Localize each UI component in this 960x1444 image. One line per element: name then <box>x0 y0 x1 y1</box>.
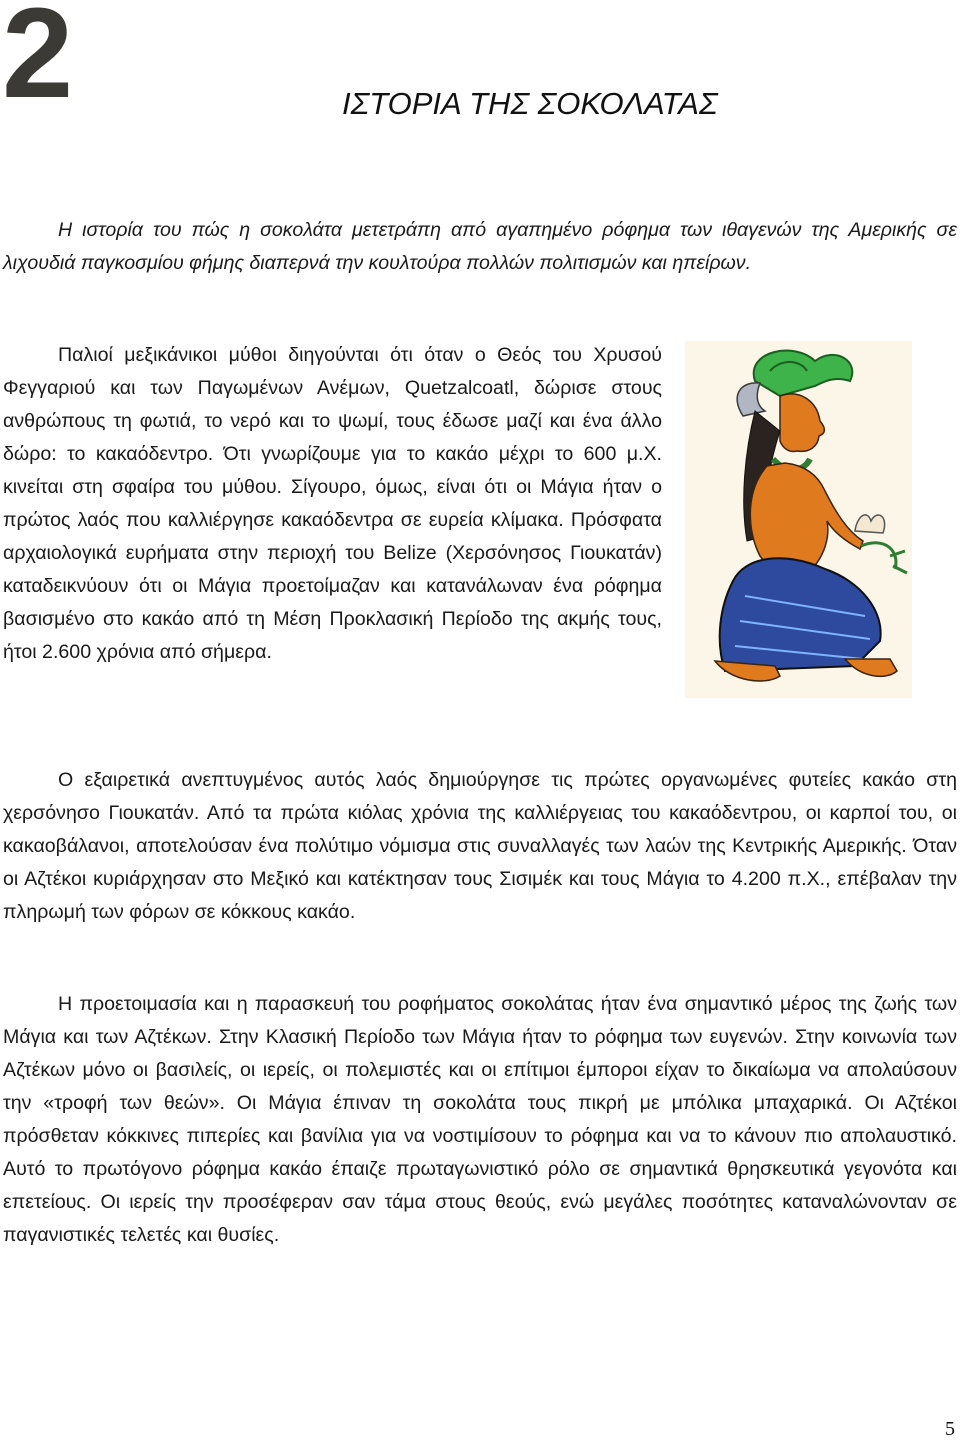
intro-text: Η ιστορία του πώς η σοκολάτα μετετράπη από αγαπημένο ρόφημα των ιθαγενών της Αμερικής σε λιχουδιά παγκοσμίου φήμης διαπερνά την κουλτούρα πολλών πολιτισμών και ηπείρων. <box>3 219 957 274</box>
paragraph-aztec <box>3 988 957 1252</box>
page-title: ΙΣΤΟΡΙΑ ΤΗΣ ΣΟΚΟΛΑΤΑΣ <box>342 85 718 121</box>
page-number: 5 <box>945 1418 955 1440</box>
maya-woman-illustration <box>685 341 912 698</box>
paragraph-text: Παλιοί μεξικάνικοι μύθοι διηγούνται ότι όταν ο Θεός του Χρυσού Φεγγαριού και των Παγωμένων Ανέμων, Quetzalcoatl, δώρισε στους ανθρώπους τη φωτιά, το νερό και το ψωμί, τους έδωσε μαζί και ένα άλλο δώρο: το κακαόδεντρο. Ότι γνωρίζουμε για το κακάο μέχρι το 600 μ.Χ. κινείται στη σφαίρα του μύθου. Σίγουρο, όμως, είναι ότι οι Μάγια ήταν ο πρώτος λαός που καλλιέργησε κακαόδεντρα σε ευρεία κλίμακα. Πρόσφατα αρχαιολογικά ευρήματα στην περιοχή του Belize (Χερσόνησος Γιουκατάν) καταδεικνύουν ότι οι Μάγια προετοίμαζαν και κατανάλωναν ένα ρόφημα βασισμένο στο κακάο από τη Μέση Προκλασική Περίοδο της ακμής τους, ήτοι 2.600 χρόνια από σήμερα. <box>3 344 662 663</box>
maya-figure-icon <box>685 341 912 698</box>
intro-paragraph <box>3 214 957 280</box>
paragraph-maya <box>3 764 957 929</box>
paragraph-text: Ο εξαιρετικά ανεπτυγμένος αυτός λαός δημιούργησε τις πρώτες οργανωμένες φυτείες κακάο στη χερσόνησο Γιουκατάν. Από τα πρώτα κιόλας χρόνια της καλλιέργειας του κακαόδεντρου, οι καρποί του, οι κακαοβάλανοι, αποτελούσαν ένα πολύτιμο νόμισμα στις συναλλαγές των λαών της Κεντρικής Αμερικής. Όταν οι Αζτέκοι κυριάρχησαν στο Μεξικό και κατέκτησαν τους Σισιμέκ και τους Μάγια το 4.200 π.Χ., επέβαλαν την πληρωμή των φόρων σε κόκκους κακάο. <box>3 769 957 923</box>
paragraph-text: Η προετοιμασία και η παρασκευή του ροφήματος σοκολάτας ήταν ένα σημαντικό μέρος της ζωής των Μάγια και των Αζτέκων. Στην Κλασική Περίοδο των Μάγια ήταν το ρόφημα των ευγενών. Στην κοινωνία των Αζτέκων μόνο οι βασιλείς, οι ιερείς, οι πολεμιστές και οι επίτιμοι έμποροι είχαν το δικαίωμα να απολαύσουν την «τροφή των θεών». Οι Μάγια έπιναν τη σοκολάτα τους πικρή με μπόλικα μπαχαρικά. Οι Αζτέκοι πρόσθεταν κόκκινες πιπερίες και βανίλια για να νοστιμίσουν το ρόφημα και να το κάνουν πιο απολαυστικό. Αυτό το πρωτόγονο ρόφημα κακάο έπαιζε πρωταγωνιστικό ρόλο σε σημαντικά θρησκευτικά γεγονότα και επετείους. Οι ιερείς την προσέφεραν σαν τάμα στους θεούς, ενώ μεγάλες ποσότητες καταναλώνονταν σε παγανιστικές τελετές και θυσίες. <box>3 993 957 1246</box>
chapter-number: 2 <box>2 0 70 125</box>
paragraph-myth <box>3 339 662 669</box>
